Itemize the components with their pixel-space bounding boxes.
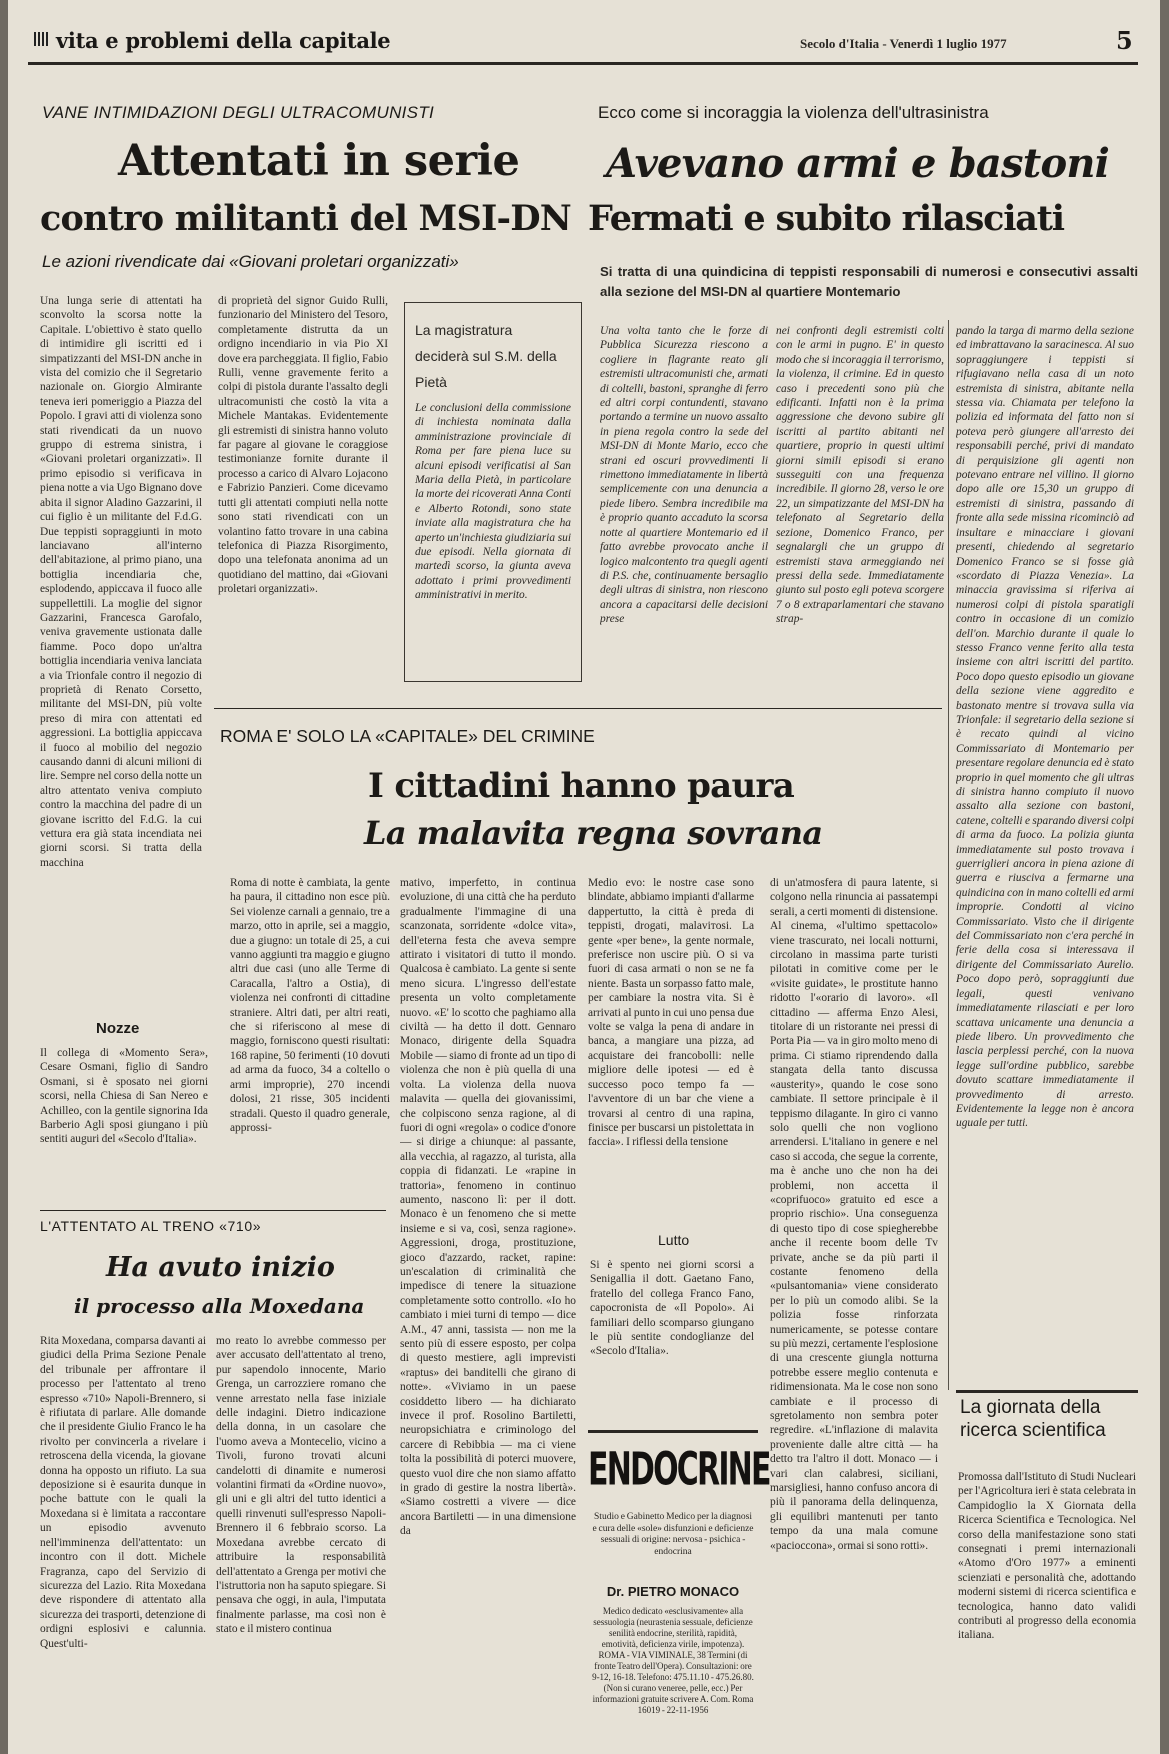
right-article-col-2: nei confronti degli estremisti colti con le armi in pugno. E' in questo modo che si incoraggia il terrorismo, la violenza, il crimine. Ed in questo caso i precedenti sono più che edificanti. Infatti non è la prima aggressione che devono subire gli iscritti al partito abitanti nel quartiere, proprio in questi ultimi giorni simili episodi si erano susseguiti con una frequenza incredibile. Il giorno 28, verso le ore 22, un simpatizzante del MSI-DN ha telefonato al Segretario della sezione, Domenico Franco, per segnalargli che un gruppo di estremisti stava armeggiando nei pressi della sede. Immediatamente giunto sul posto egli poteva scorgere 7 o 8 extraparlamentari che stavano strap- xyxy=(776,325,944,626)
crime-kicker: ROMA E' SOLO LA «CAPITALE» DEL CRIMINE xyxy=(220,726,595,746)
research-top-rule xyxy=(956,1390,1138,1393)
lutto-title: Lutto xyxy=(658,1232,690,1248)
section-title: vita e problemi della capitale xyxy=(56,28,391,53)
trial-headline-2: il processo alla Moxedana xyxy=(74,1294,365,1318)
trial-kicker: L'ATTENTATO AL TRENO «710» xyxy=(40,1218,262,1234)
crime-top-rule xyxy=(214,708,942,709)
section-marker-icon xyxy=(34,32,48,46)
ad-brand: ENDOCRINE xyxy=(588,1444,770,1497)
box-text: Le conclusioni della commissione di inchiesta nominata dalla amministrazione provinciale di Roma per fare piena luce su alcuni episodi verificatisi al San Maria della Pietà, in particolare la morte dei ricoverati Anna Conti e Alberto Rotondi, sono state inviate alla magistratura che ha aperto un'inchiesta giudiziaria sui due episodi. Nella giornata di martedì scorso, la giunta aveva adottato i primi provvedimenti amministrativi in merito. xyxy=(415,402,571,602)
right-deck: Si tratta di una quindicina di teppisti responsabili di numerosi e consecutivi assalti alla sezione del MSI-DN al quartiere Montemario xyxy=(600,264,1138,299)
crime-col-1: Roma di notte è cambiata, la gente ha paura, il cittadino non esce più. Sei violenze carnali a gennaio, tre a marzo, otto in aprile, sei a maggio, due a giugno: un totale di 25, a cui vanno aggiunti tra maggio e giugno altri due casi (uno alle Terme di Caracalla, l'altro a Ostia), di violenza nei confronti di cittadine straniere. Altri dati, per altri reati, che si riferiscono al mese di maggio, forniscono questi risultati: 168 rapine, 50 ferimenti (10 dovuti ad arma da fuoco, 34 a coltello o armi improprie), 270 incendi dolosi, 21 risse, 305 incidenti stradali. Questo il quadro generale, approssi- xyxy=(230,877,390,1134)
trial-col-1: Rita Moxedana, comparsa davanti ai giudici della Prima Sezione Penale del tribunale per affrontare il processo per l'attentato al treno espresso «710» Napoli-Brennero, si è rifiutata di parlare. Alle domande che il presidente Giulio Franco le ha rivolto per convincerla a rivelare i retroscena della vicenda, la giovane donna ha opposto un rifiuto. La sua deposizione si è esaurita dunque in poche battute con le quali la Moxedana si è limitata a raccontare un episodio avvenuto nell'imminenza dell'attentato: un incontro con il dott. Michele Fragranza, capo del Servizio di sicurezza del Lazio. Rita Moxedana deve rispondere di attentato alla sicurezza dei trasporti, detenzione di ordigni esplosivi e calunnia. Quest'ulti- xyxy=(40,1335,206,1650)
crime-col-4: di un'atmosfera di paura latente, si colgono nella rinuncia ai passatempi serali, a certi momenti di distensione. Al cinema, «l'ultimo spettacolo» viene trascurato, nei locali notturni, circolano in massima parte turisti pilotati in comitive come per le «visite guidate», le prostitute hanno ridotto l'«orario di lavoro». «Il cittadino — afferma Enzo Alesi, titolare di un ristorante nei pressi di Porta Pia — va in giro molto meno di prima. Ci stiamo riprendendo dalla stangata della tanto discussa «austerity», quando le cose sono cambiate. Il settore principale è il teppismo dilagante. In giro ci vanno solo quelli che non vogliono arrendersi. L'italiano in genere e nel caso si accoda, che segue la corrente, ma è anche uno che non ha dei problemi, non accetta il «coprifuoco» gratuito ed esce a proprio rischio». Una conseguenza di questo tipo di cose spiegherebbe anche il recente boom delle Tv private, anche se da più parti il costante fenomeno della «pulsantomania» viene considerato per lo più un comodo alibi. Se la polizia fosse rinforzata numericamente, se potesse contare su più mezzi, certamente l'esplosione di una crescente giungla notturna potrebbe essere meglio contenuta e ridimensionata. Ma le cose non sono cambiate e il processo di sgretolamento non sembra poter regredire. «L'inflazione di malavita proveniente dalle altre città — ha detto tra l'altro il dott. Monaco — i vari clan calabresi, siciliani, marsigliesi, hanno confuso ancora di più il panorama della delinquenza, gli equilibri mantenuti per tanto tempo da una mala comune «pacioccona», ormai si sono rotti». xyxy=(770,877,938,1552)
right-col-divider xyxy=(948,320,949,1390)
dateline: Secolo d'Italia - Venerdì 1 luglio 1977 xyxy=(800,36,1007,51)
lutto-text: Si è spento nei giorni scorsi a Senigallia il dott. Gaetano Fano, fratello del collega Franco Fano, capocronista de «Il Popolo». Ai familiari dello scomparso giungano le più sentite condoglianze del «Secolo d'Italia». xyxy=(590,1259,754,1358)
crime-col-3: Medio evo: le nostre case sono blindate, abbiamo impianti d'allarme dappertutto, la città è preda di teppisti, drogati, malaviтosi. La gente «per bene», la gente normale, preferisce non uscire più. O si va fuori di casa armati o non se ne fa niente. Basta un sorpasso fatto male, per cambiare la nostra vita. Si è arrivati al punto in cui uno pensa due volte se valga la pena di andare in banca, a mangiare una pizza, ad acquistare dei francobolli: nelle migliore delle ipotesi — ed è successo poco tempo fa — l'avventore di un bar che viene a trovarsi al centro di una rapina, finisce per buscarsi un pistolettata in faccia». I riflessi della tensione xyxy=(588,877,754,1149)
trial-col-2: mo reato lo avrebbe commesso per aver accusato dell'attentato al treno, pur sapendolo innocente, Mario Grenga, un carrozziere romano che venne arrestato nella fase iniziale delle indagini. Dietro indicazione della donna, in un casolare che l'uomo aveva a Montecelio, vicino a Tivoli, furono trovati alcuni candelotti di dinamite e numerosi volantini firmati da «Ordine nuovo», gli uni e gli altri del tutto identici a quelli rinvenuti sull'espresso Napoli-Brennero il 6 febbraio scorso. La Moxedana avrebbe cercato di attribuire la responsabilità dell'attentato a Grenga per motivi che l'istruttoria non ha saputo spiegare. Si pensava che oggi, in aula, l'imputata finalmente parlasse, ma così non è stato e il mistero continua xyxy=(216,1335,386,1636)
left-deck: Le azioni rivendicate dai «Giovani proletari organizzati» xyxy=(42,252,459,271)
left-article-col-2: di proprietà del signor Guido Rulli, funzionario del Ministero del Tesoro, completamente distrutta da un ordigno incendiario in via Pio XI dove era parcheggiata. Il figlio, Fabio Rulli, venne gravemente ferito a colpi di pistola durante l'assalto degli ultracomunisti che costò la vita a Michele Mantakas. Evidentemente gli estremisti di sinistra hanno voluto far pagare al giovane le coraggiose testimonianze fornite durante il processo a carico di Alvaro Lojacono e Fabrizio Panzieri. Come dicevamo tutti gli attentati compiuti nella notte sono stati rivendicati con un volantino fatto trovare in una cabina telefonica di Piazza Risorgimento, dopo una telefonata anonima ad un quotidiano del mattino, dai «Giovani proletari organizzati». xyxy=(218,295,388,596)
ad-top-rule xyxy=(588,1430,758,1433)
newspaper-page xyxy=(8,0,1160,1754)
crime-headline-2: La malavita regna sovrana xyxy=(364,814,823,852)
trial-headline: Ha avuto inizio xyxy=(106,1252,335,1283)
ad-doctor: Dr. PIETRO MONACO xyxy=(606,1584,740,1599)
header-rule xyxy=(28,62,1138,65)
left-headline-2: contro militanti del MSI-DN xyxy=(40,198,571,239)
endocrine-ad xyxy=(588,1436,770,1748)
ad-subtitle: Studio e Gabinetto Medico per la diagnosi e cura delle «sole» disfunzioni e deficienze sessuali di origine: nervosa - psichica - endocrina xyxy=(592,1512,754,1557)
page-number: 5 xyxy=(1116,26,1133,55)
box-title: La magistratura deciderà sul S.M. della Pietà xyxy=(415,322,557,390)
left-kicker: VANE INTIMIDAZIONI DEGLI ULTRACOMUNISTI xyxy=(42,103,435,122)
ad-details: Medico dedicato «esclusivamente» alla sessuologia (neurastenia sessuale, deficienze senilità endocrine, sterilità, rapidità, emotività, deficienza virile, impotenza). ROMA - VIA VIMINALE, 38 Termini (di fronte Teatro dell'Opera). Consultazioni: ore 9-12, 16-18. Telefono: 475.11.10 - 475.26.80. (Non si curano veneree, pelle, ecc.) Per informazioni gratuite scrivere A. Com. Roma 16019 - 22-11-1956 xyxy=(592,1606,754,1715)
right-headline-2: Fermati e subito rilasciati xyxy=(588,198,1064,239)
crime-col-2: mativo, imperfetto, in continua evoluzione, di una città che ha perduto gradualmente l'immagine di una scanzonata, sorridente «dolce vita», dell'eterna festa che aveva sempre attirato i visitatori di tutto il mondo. Qualcosa è cambiato. La gente si sente meno sicura. L'ingresso dell'estate presenta un volto completamente nuovo. «E' lo scotto che paghiamo alla civiltà — ha detto il dott. Gennaro Monaco, dirigente della Squadra Mobile — siamo di fronte ad un tipo di violenza che non è più quella di una volta. La violenza della nuova malavita — quella dei giovanissimi, che colpiscono senza ragione, al di fuori di ogni «regola» o codice d'onore — si dirige a chiunque: al passante, alla vecchia, al ragazzo, al turista, alla coppia di fidanzati. Le «rapine in trattoria», fenomeno in continuo aumento, nascono lì: per il dott. Monaco è un fenomeno che si mette insieme e si va, così, senza ragione». Aggressioni, droga, prostituzione, gioco d'azzardo, racket, rapine: un'escalation di criminalità che impedisce di tenere la situazione completamente sotto controllo. «Io ho cambiato i miei turni di tempo — dice A.M., 47 anni, tassista — non me la sento più di essere esposto, per colpa di questo mestiere, agli imprevisti «raptus» dei banditelli che girano di notte». «Viviamo in un paese cosiddetto libero — ha dichiarato invece il prof. Rosolino Bartiletti, neuropsichiatra e criminologo del carcere di Rebibbia — ma ci viene tolta la possibilità di poterci muovere, questo vuol dire che non siamo affatto in grado di gestire la nostra libertà». «Siamo costretti a vivere — dice ancora Bartiletti — in una dimensione da xyxy=(400,877,576,1538)
right-article-col-3: pando la targa di marmo della sezione ed imbrattavano la saracinesca. Al suo sopraggiungere i teppisti si rifugiavano nella casa di un noto estremista di sinistra, abitante nella stessa via. Chiamata per telefono la polizia ed informata del fatto non si poteva però giungere all'arresto dei responsabili perché, privi di mandato di perquisizione gli agenti non potevano entrare nel villino. Il giorno dopo alle ore 15,30 un gruppo di estremisti di sinistra, passando di fronte alla sede missina ricominciò ad insultare e minacciare i giovani presenti, chiedendo al segretario Domenico Franco se si fosse già «scordato di Piazza Venezia». La minaccia gravissima si riferiva ai numerosi colpi di pistola sparatigli contro in occasione di un comizio dell'on. Marchio durante il quale lo stesso Franco venne ferito alla testa insieme con altri iscritti del partito. Poco dopo questo episodio un giovane della sezione viene aggredito e bastonato mentre si trovava sulla via Trionfale: il segretario della sezione si è recato quindi al vicino Commissariato di Montemario per presentare regolare denuncia ed è stato proprio in quel momento che gli ultras di sinistra hanno compiuto il nuovo assalto alla sezione con bastoni, catene, coltelli e sparando diversi colpi di arma da fuoco. La polizia giunta immediatamente sul posto trovava i guerriglieri ancora in piena azione di guerra e riusciva a fermarne una quindicina con in mano coltelli ed armi improprie. Condotti al vicino Commissariato. Visto che il dirigente del Commissariato non c'era perché in ferie della cosa si interessava il dirigente del Commissariato Aurelio. Poco dopo però, sopraggiunti due legali, questi venivano immediatamente rilasciati e per loro scattava unicamente una denuncia a piede libero. Un provvedimento che lascia perplessi perché, con la nuova legge sull'ordine pubblico, sarebbe dovuto scattare immediatamente il provvedimento di arresto. Evidentemente la legge non è ancora uguale per tutti. xyxy=(956,325,1134,1130)
right-kicker: Ecco come si incoraggia la violenza dell'ultrasinistra xyxy=(598,103,989,122)
trial-top-rule xyxy=(40,1210,386,1211)
nozze-title: Nozze xyxy=(96,1020,140,1037)
magistratura-box xyxy=(404,302,582,682)
left-article-col-1: Una lunga serie di attentati ha sconvolto la scorsa notte la Capitale. L'obiettivo è stato quello di intimidire gli iscritti ed i simpatizzanti del MSI-DN anche in vista del comizio che il Segretario nazionale on. Giorgio Almirante teneva ieri pomeriggio a Piazza del Popolo. I gravi atti di violenza sono stati rivendicati da un nuovo gruppo di estrema sinistra, i «Giovani proletari organizzati». Il primo episodio si verificava in piena notte a via Ugo Bignano dove abita il signor Aladino Gazzarini, il cui figlio è un militante del F.d.G. Due teppisti sopraggiunti in moto lanciavano all'interno dell'abitazione, al primo piano, una bottiglia incendiaria che, esplodendo, appiccava il fuoco alle suppellettili. La moglie del signor Gazzarini, Francesca Garofalo, veniva gravemente ustionata dalle fiamme. Poco dopo un'altra bottiglia incendiaria veniva lanciata a via Trionfale contro il negozio di proprietà di Renato Corsetto, militante del MSI-DN, più volte preso di mira con attentati ed aggressioni. La bottiglia appiccava il fuoco al mobilio del negozio causando danni di alcuni milioni di lire. Sempre nel corso della notte un altro attentato veniva compiuto contro la macchina del padre di un giovane iscritto del F.d.G. la cui vettura era già stata incendiata nei giorni scorsi. Si tratta della macchina xyxy=(40,295,202,869)
nozze-text: Il collega di «Momento Sera», Cesare Osmani, figlio di Sandro Osmani, si è sposato nei giorni scorsi, nella Chiesa di San Nereo e Achilleo, con la gentile signorina Ida Barberio Agli sposi giungano i più sentiti auguri del «Secolo d'Italia». xyxy=(40,1047,208,1146)
crime-headline: I cittadini hanno paura xyxy=(368,766,795,806)
research-text: Promossa dall'Istituto di Studi Nucleari per l'Agricoltura ieri è stata celebrata in Campidoglio la X Giornata della Ricerca Scientifica e Tecnologica. Nel corso della manifestazione sono stati consegnati i premi internazionali «Atomo d'Oro 1977» a eminenti scienziati e personalità che, adottando moderni sistemi di ricerca scientifica e tecnologica, hanno dato validi contributi al progresso della economia italiana. xyxy=(958,1471,1136,1642)
left-headline: Attentati in serie xyxy=(118,136,520,186)
right-headline: Avevano armi e bastoni xyxy=(606,140,1110,187)
research-title: La giornata della ricerca scientifica xyxy=(960,1397,1106,1441)
right-article-col-1: Una volta tanto che le forze di Pubblica Sicurezza riescono a cogliere in flagrante reato gli estremisti ultracomunisti che, armati di coltelli, bastoni, spranghe di ferro ed altri corpi contundenti, stavano portando a termine un nuovo assalto in piena regola contro la sede del MSI-DN di Monte Mario, ecco che strani ed oscuri provvedimenti li rimettono immediatamente in libertà semplicemente con una denuncia a piede libero. Sembra incredibile ma è proprio quanto accaduto la scorsa notte al quartiere Montemario ed il fatto avrebbe provocato anche il logico malcontento tra quegli agenti di P.S. che, continuamente bersaglio degli ultras di sinistra, non riescono ancora a capacitarsi delle decisioni prese xyxy=(600,325,768,626)
